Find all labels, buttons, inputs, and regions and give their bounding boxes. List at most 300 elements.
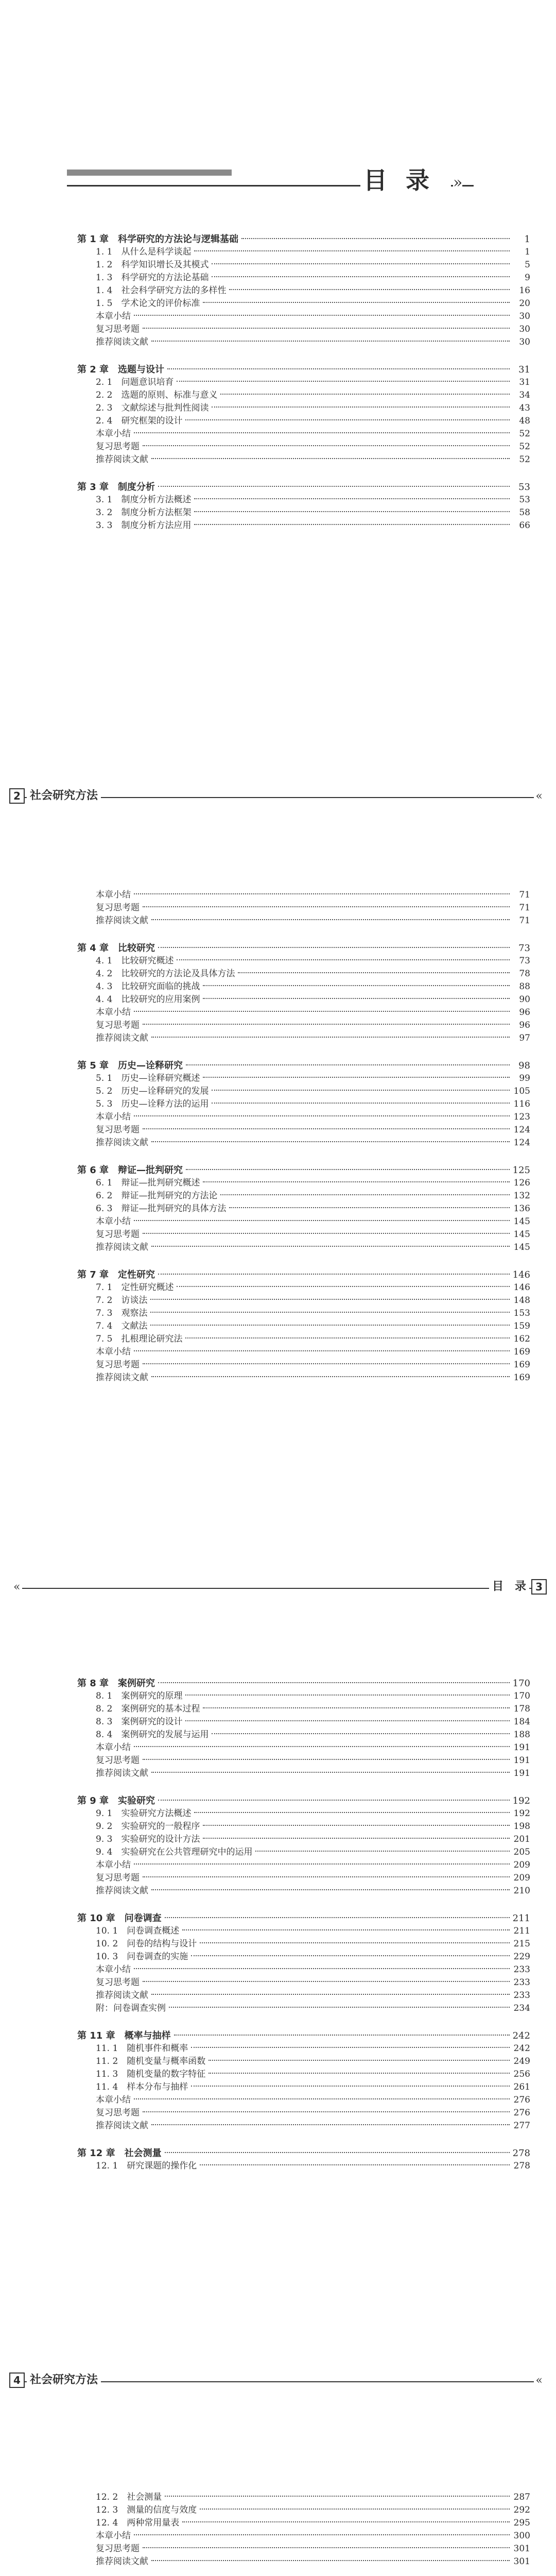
toc-entry-page-number: 205	[513, 1847, 530, 1857]
toc-entry-sub[interactable]	[77, 1294, 530, 1307]
running-header	[0, 2370, 556, 2391]
toc-entry-sub[interactable]	[77, 402, 530, 415]
dot-leader	[203, 1181, 510, 1182]
toc-entry-sub[interactable]	[77, 297, 530, 310]
toc-entry-sub[interactable]	[77, 1846, 530, 1859]
toc-entry-label: 复习思考题	[96, 1755, 140, 1766]
dot-leader	[134, 1011, 510, 1012]
toc-entry-page-number: 99	[519, 1073, 530, 1083]
dot-leader	[177, 959, 510, 960]
toc-entry-sub[interactable]	[77, 968, 530, 980]
toc-entry-page-number: 52	[519, 442, 530, 452]
toc-entry-label: 8. 3 案例研究的设计	[96, 1717, 183, 1727]
dot-leader	[203, 1838, 510, 1839]
dot-leader	[194, 498, 510, 499]
toc-entry-label: 8. 4 案例研究的发展与运用	[96, 1730, 209, 1740]
toc-entry-page-number: 256	[513, 2069, 530, 2079]
dot-leader	[255, 1851, 510, 1852]
toc-entry-page-number: 71	[519, 903, 530, 913]
toc-entry-sub[interactable]	[77, 1320, 530, 1333]
toc-entry-page-number: 145	[513, 1216, 530, 1227]
dot-leader	[158, 947, 510, 948]
toc-entry-page-number: 229	[513, 1952, 530, 1962]
toc-entry-misc[interactable]	[77, 1137, 530, 1149]
toc-entry-label: 附：问卷调查实例	[96, 2003, 166, 2013]
toc-entry-chapter[interactable]	[77, 1912, 530, 1925]
toc-entry-label: 11. 4 样本分布与抽样	[96, 2082, 188, 2092]
toc-entry-misc[interactable]	[77, 914, 530, 927]
toc-entry-chapter[interactable]	[77, 363, 530, 376]
toc-entry-page-number: 145	[513, 1242, 530, 1252]
toc-entry-misc[interactable]	[77, 1885, 530, 1897]
running-header	[0, 1577, 556, 1597]
toc-entry-sub[interactable]	[77, 376, 530, 389]
toc-entry-label: 7. 1 定性研究概述	[96, 1282, 174, 1293]
toc-entry-page-number: 126	[513, 1178, 530, 1188]
toc-entry-misc[interactable]	[77, 1006, 530, 1019]
toc-entry-misc[interactable]	[77, 1228, 530, 1241]
toc-entry-page-number: 124	[513, 1125, 530, 1135]
toc-entry-label: 第 7 章 定性研究	[77, 1269, 155, 1280]
toc-entry-label: 本章小结	[96, 1964, 131, 1975]
toc-entry-chapter[interactable]	[77, 481, 530, 494]
dot-leader	[158, 1682, 510, 1683]
toc-entry-chapter[interactable]	[77, 1794, 530, 1807]
toc-entry-misc[interactable]	[77, 1859, 530, 1872]
toc-entry-label: 6. 3 辩证—批判研究的具体方法	[96, 1204, 227, 1214]
toc-entry-page-number: 5	[525, 260, 530, 270]
toc-entry-page-number: 98	[518, 1060, 530, 1071]
toc-entry-page-number: 242	[512, 2030, 530, 2041]
toc-entry-misc[interactable]	[77, 2094, 530, 2107]
toc-entry-sub[interactable]	[77, 1938, 530, 1951]
dot-leader	[158, 1274, 510, 1275]
toc-entry-label: 2. 4 研究框架的设计	[96, 416, 183, 426]
toc-entry-page-number: 153	[513, 1308, 530, 1318]
dot-leader	[151, 1889, 510, 1890]
toc-entry-label: 本章小结	[96, 1007, 131, 1018]
toc-entry-sub[interactable]	[77, 259, 530, 272]
book-page-p1	[0, 0, 556, 750]
toc-entry-label: 复习思考题	[96, 1020, 140, 1030]
toc-entry-sub[interactable]	[77, 506, 530, 519]
dot-leader	[169, 2007, 510, 2008]
dot-leader	[200, 2164, 510, 2165]
dot-leader	[134, 2534, 510, 2535]
dot-leader	[143, 1981, 510, 1982]
toc-entry-label: 本章小结	[96, 429, 131, 439]
toc-entry-page-number: 159	[513, 1321, 530, 1331]
toc-list	[77, 233, 530, 532]
dot-leader	[150, 1325, 510, 1326]
toc-entry-label: 第 12 章 社会测量	[77, 2148, 162, 2159]
toc-entry-sub[interactable]	[77, 980, 530, 993]
toc-entry-page-number: 96	[519, 1007, 530, 1018]
dot-leader	[134, 432, 510, 433]
header-rule	[15, 1588, 541, 1589]
toc-entry-label: 第 9 章 实验研究	[77, 1795, 155, 1806]
dot-leader	[182, 1929, 510, 1930]
toc-entry-page-number: 34	[519, 390, 530, 400]
toc-entry-label: 推荐阅读文献	[96, 1990, 148, 2001]
dot-leader	[143, 1128, 510, 1129]
toc-entry-sub[interactable]	[77, 1098, 530, 1111]
toc-entry-chapter[interactable]	[77, 2147, 530, 2160]
toc-entry-label: 推荐阅读文献	[96, 1242, 148, 1252]
dot-leader	[134, 2098, 510, 2099]
toc-entry-label: 本章小结	[96, 890, 131, 900]
double-arrow-icon: «	[534, 789, 545, 804]
dot-leader	[194, 250, 510, 251]
toc-entry-page-number: 233	[513, 1990, 530, 2001]
toc-entry-sub[interactable]	[77, 1690, 530, 1703]
title-bar-decoration	[67, 170, 232, 176]
toc-list	[77, 889, 530, 1384]
toc-entry-sub[interactable]	[77, 519, 530, 532]
toc-entry-label: 本章小结	[96, 1216, 131, 1227]
toc-entry-sub[interactable]	[77, 494, 530, 506]
toc-entry-chapter[interactable]	[77, 942, 530, 955]
toc-entry-label: 10. 3 问卷调查的实施	[96, 1952, 188, 1962]
toc-entry-page-number: 201	[513, 1834, 530, 1844]
double-arrow-icon: «	[534, 2374, 545, 2388]
dot-leader	[191, 2047, 510, 2048]
toc-entry-page-number: 191	[513, 1755, 530, 1766]
toc-entry-page-number: 169	[513, 1360, 530, 1370]
toc-entry-sub[interactable]	[77, 2068, 530, 2081]
toc-entry-misc[interactable]	[77, 1872, 530, 1885]
toc-entry-misc[interactable]	[77, 1963, 530, 1976]
toc-entry-page-number: 295	[513, 2518, 530, 2528]
toc-entry-page-number: 146	[513, 1282, 530, 1293]
toc-entry-label: 8. 2 案例研究的基本过程	[96, 1704, 200, 1714]
toc-entry-misc[interactable]	[77, 2543, 530, 2555]
dot-leader	[182, 2521, 510, 2522]
toc-entry-page-number: 116	[513, 1099, 530, 1109]
toc-entry-page-number: 276	[513, 2095, 530, 2105]
toc-entry-page-number: 97	[519, 1033, 530, 1043]
toc-entry-page-number: 169	[513, 1372, 530, 1383]
toc-entry-page-number: 277	[513, 2121, 530, 2131]
toc-entry-sub[interactable]	[77, 1716, 530, 1728]
toc-entry-label: 1. 4 社会科学研究方法的多样性	[96, 285, 227, 296]
running-title: 社会研究方法	[27, 2373, 101, 2387]
toc-entry-sub[interactable]	[77, 1085, 530, 1098]
toc-entry-sub[interactable]	[77, 2055, 530, 2068]
toc-entry-sub[interactable]	[77, 1281, 530, 1294]
toc-entry-misc[interactable]	[77, 2530, 530, 2543]
toc-entry-sub[interactable]	[77, 993, 530, 1006]
running-header	[0, 786, 556, 806]
dot-leader	[177, 381, 510, 382]
dot-leader	[134, 893, 510, 894]
dot-leader	[212, 276, 510, 277]
book-page-p3	[0, 1577, 556, 2349]
dot-leader	[151, 1141, 510, 1142]
toc-entry-page-number: 300	[513, 2531, 530, 2541]
dot-leader	[143, 1759, 510, 1760]
toc-entry-misc[interactable]	[77, 1241, 530, 1254]
toc-entry-chapter[interactable]	[77, 233, 530, 246]
toc-entry-label: 复习思考题	[96, 903, 140, 913]
toc-entry-sub[interactable]	[77, 389, 530, 402]
toc-entry-sub[interactable]	[77, 1833, 530, 1846]
toc-entry-page-number: 20	[519, 298, 530, 309]
toc-entry-label: 推荐阅读文献	[96, 1138, 148, 1148]
toc-entry-page-number: 210	[513, 1886, 530, 1896]
toc-entry-page-number: 88	[519, 981, 530, 992]
dot-leader	[203, 1077, 510, 1078]
toc-entry-label: 7. 5 扎根理论研究法	[96, 1334, 183, 1344]
dot-leader	[143, 445, 510, 446]
toc-entry-label: 推荐阅读文献	[96, 1886, 148, 1896]
toc-entry-sub[interactable]	[77, 1177, 530, 1190]
toc-entry-misc[interactable]	[77, 1124, 530, 1137]
toc-entry-sub[interactable]	[77, 1820, 530, 1833]
toc-entry-label: 推荐阅读文献	[96, 1372, 148, 1383]
toc-entry-sub[interactable]	[77, 1925, 530, 1938]
toc-entry-misc[interactable]	[77, 428, 530, 440]
toc-entry-page-number: 162	[513, 1334, 530, 1344]
dot-leader	[174, 2035, 510, 2036]
toc-list	[77, 2491, 530, 2576]
dot-leader	[143, 328, 510, 329]
toc-entry-chapter[interactable]	[77, 1268, 530, 1281]
dot-leader	[212, 1733, 510, 1734]
dot-leader	[151, 1376, 510, 1377]
book-page-p4	[0, 2370, 556, 2576]
toc-entry-label: 7. 3 观察法	[96, 1308, 148, 1318]
toc-entry-label: 4. 2 比较研究的方法论及具体方法	[96, 969, 235, 979]
toc-entry-sub[interactable]	[77, 246, 530, 259]
toc-entry-sub[interactable]	[77, 2517, 530, 2530]
dot-leader	[212, 406, 510, 408]
page-number-box: 2	[9, 788, 25, 804]
toc-entry-label: 复习思考题	[96, 1873, 140, 1883]
toc-entry-sub[interactable]	[77, 1728, 530, 1741]
toc-entry-label: 9. 3 实验研究的设计方法	[96, 1834, 200, 1844]
toc-entry-misc[interactable]	[77, 1359, 530, 1371]
dot-leader	[151, 1772, 510, 1773]
toc-entry-page-number: 209	[513, 1873, 530, 1883]
toc-entry-sub[interactable]	[77, 415, 530, 428]
toc-entry-page-number: 192	[513, 1808, 530, 1819]
dot-leader	[165, 1917, 510, 1918]
toc-entry-page-number: 9	[525, 273, 530, 283]
toc-entry-misc[interactable]	[77, 902, 530, 914]
toc-entry-misc[interactable]	[77, 1767, 530, 1780]
dot-leader	[212, 1090, 510, 1091]
page-number-box: 4	[9, 2372, 25, 2388]
toc-entry-label: 复习思考题	[96, 1360, 140, 1370]
toc-entry-misc[interactable]	[77, 1346, 530, 1359]
dot-leader	[212, 1103, 510, 1104]
toc-entry-misc[interactable]	[77, 1032, 530, 1045]
toc-entry-label: 推荐阅读文献	[96, 916, 148, 926]
toc-entry-page-number: 136	[513, 1204, 530, 1214]
toc-entry-chapter[interactable]	[77, 1164, 530, 1177]
toc-entry-label: 复习思考题	[96, 2108, 140, 2118]
toc-entry-misc[interactable]	[77, 1754, 530, 1767]
dot-leader	[134, 315, 510, 316]
toc-entry-label: 复习思考题	[96, 1977, 140, 1988]
toc-entry-page-number: 96	[519, 1020, 530, 1030]
toc-entry-label: 11. 2 随机变量与概率函数	[96, 2056, 206, 2066]
dot-leader	[185, 1337, 510, 1338]
dot-leader	[151, 1246, 510, 1247]
toc-entry-misc[interactable]	[77, 1976, 530, 1989]
toc-entry-label: 复习思考题	[96, 442, 140, 452]
dot-leader	[200, 1942, 510, 1943]
toc-entry-page-number: 233	[513, 1964, 530, 1975]
toc-entry-sub[interactable]	[77, 1190, 530, 1202]
toc-entry-page-number: 188	[513, 1730, 530, 1740]
toc-entry-sub[interactable]	[77, 2504, 530, 2517]
toc-entry-page-number: 145	[513, 1229, 530, 1240]
toc-entry-label: 9. 2 实验研究的一般程序	[96, 1821, 200, 1832]
toc-entry-label: 8. 1 案例研究的原理	[96, 1691, 183, 1701]
running-title: 目 录	[489, 1580, 529, 1594]
dot-leader	[151, 341, 510, 342]
dot-leader	[194, 1812, 510, 1813]
toc-entry-label: 1. 1 从什么是科学谈起	[96, 247, 192, 257]
toc-entry-page-number: 211	[513, 1926, 530, 1936]
toc-entry-label: 第 1 章 科学研究的方法论与逻辑基础	[77, 234, 239, 245]
toc-entry-label: 推荐阅读文献	[96, 1768, 148, 1778]
dot-leader	[200, 2509, 510, 2510]
dot-leader	[143, 1024, 510, 1025]
toc-entry-page-number: 146	[512, 1269, 530, 1280]
toc-entry-misc[interactable]	[77, 1111, 530, 1124]
toc-entry-label: 2. 1 问题意识培育	[96, 377, 174, 387]
toc-entry-page-number: 278	[513, 2161, 530, 2171]
toc-entry-page-number: 249	[513, 2056, 530, 2066]
toc-entry-page-number: 30	[519, 337, 530, 347]
dot-leader	[134, 1350, 510, 1351]
dot-leader	[143, 1363, 510, 1364]
toc-entry-label: 本章小结	[96, 1347, 131, 1357]
toc-entry-page-number: 73	[519, 956, 530, 966]
toc-entry-misc[interactable]	[77, 2120, 530, 2132]
toc-entry-misc[interactable]	[77, 323, 530, 336]
dot-leader	[151, 1037, 510, 1038]
toc-entry-label: 7. 2 访谈法	[96, 1295, 148, 1306]
dot-leader	[186, 1064, 510, 1065]
toc-entry-misc[interactable]	[77, 440, 530, 453]
toc-entry-sub[interactable]	[77, 1951, 530, 1963]
dot-leader	[151, 2124, 510, 2125]
toc-entry-label: 本章小结	[96, 2095, 131, 2105]
toc-entry-page-number: 191	[513, 1742, 530, 1753]
running-title: 社会研究方法	[27, 789, 101, 803]
toc-entry-page-number: 53	[519, 495, 530, 505]
toc-entry-page-number: 66	[519, 520, 530, 531]
toc-entry-misc[interactable]	[77, 2002, 530, 2015]
toc-entry-label: 第 10 章 问卷调查	[77, 1913, 162, 1924]
toc-entry-page-number: 287	[513, 2492, 530, 2502]
toc-entry-page-number: 43	[519, 403, 530, 413]
toc-entry-page-number: 30	[519, 324, 530, 334]
toc-entry-chapter[interactable]	[77, 2029, 530, 2042]
toc-entry-misc[interactable]	[77, 453, 530, 466]
toc-entry-label: 6. 2 辩证—批判研究的方法论	[96, 1191, 218, 1201]
toc-entry-label: 推荐阅读文献	[96, 337, 148, 347]
toc-entry-sub[interactable]	[77, 955, 530, 968]
toc-entry-label: 推荐阅读文献	[96, 2556, 148, 2567]
toc-entry-chapter[interactable]	[77, 1059, 530, 1072]
toc-entry-page-number: 211	[512, 1913, 530, 1924]
dot-leader	[158, 486, 510, 487]
toc-entry-misc[interactable]	[77, 2555, 530, 2568]
toc-entry-page-number: 148	[513, 1295, 530, 1306]
toc-entry-sub[interactable]	[77, 1807, 530, 1820]
toc-entry-sub[interactable]	[77, 1202, 530, 1215]
toc-list	[77, 1677, 530, 2173]
toc-entry-misc[interactable]	[77, 1019, 530, 1032]
toc-entry-label: 5. 1 历史—诠释研究概述	[96, 1073, 200, 1083]
toc-entry-sub[interactable]	[77, 2160, 530, 2173]
toc-entry-sub[interactable]	[77, 1072, 530, 1085]
dot-leader	[238, 972, 510, 973]
page-number-box: 3	[531, 1579, 547, 1595]
toc-entry-page-number: 31	[519, 377, 530, 387]
toc-entry-label: 第 6 章 辩证—批判研究	[77, 1165, 183, 1176]
toc-entry-misc[interactable]	[77, 310, 530, 323]
toc-entry-misc[interactable]	[77, 1371, 530, 1384]
toc-entry-sub[interactable]	[77, 284, 530, 297]
toc-entry-page-number: 52	[519, 454, 530, 465]
toc-entry-page-number: 105	[513, 1086, 530, 1096]
toc-entry-page-number: 170	[513, 1691, 530, 1701]
toc-entry-chapter[interactable]	[77, 1677, 530, 1690]
toc-entry-misc[interactable]	[77, 336, 530, 349]
toc-entry-misc[interactable]	[77, 1741, 530, 1754]
toc-entry-page-number: 78	[519, 969, 530, 979]
toc-entry-sub[interactable]	[77, 272, 530, 284]
toc-entry-page-number: 123	[513, 1112, 530, 1122]
toc-entry-label: 复习思考题	[96, 2544, 140, 2554]
toc-entry-misc[interactable]	[77, 2107, 530, 2120]
toc-entry-label: 12. 4 两种常用量表	[96, 2518, 180, 2528]
toc-entry-label: 第 11 章 概率与抽样	[77, 2030, 171, 2041]
toc-entry-page-number: 124	[513, 1138, 530, 1148]
dot-leader	[203, 1707, 510, 1708]
toc-entry-misc[interactable]	[77, 1215, 530, 1228]
dot-leader	[212, 263, 510, 264]
toc-entry-misc[interactable]	[77, 889, 530, 902]
toc-entry-sub[interactable]	[77, 1307, 530, 1320]
toc-entry-sub[interactable]	[77, 2042, 530, 2055]
toc-entry-sub[interactable]	[77, 1703, 530, 1716]
toc-entry-label: 本章小结	[96, 2531, 131, 2541]
toc-entry-label: 本章小结	[96, 1860, 131, 1870]
toc-entry-page-number: 170	[512, 1678, 530, 1689]
toc-entry-sub[interactable]	[77, 2081, 530, 2094]
dot-leader	[151, 919, 510, 920]
toc-entry-sub[interactable]	[77, 1333, 530, 1346]
toc-entry-misc[interactable]	[77, 1989, 530, 2002]
dot-leader	[150, 1312, 510, 1313]
toc-entry-page-number: 1	[525, 247, 530, 257]
toc-entry-page-number: 132	[513, 1191, 530, 1201]
dot-leader	[151, 458, 510, 459]
toc-entry-sub[interactable]	[77, 2491, 530, 2504]
toc-entry-label: 6. 1 辩证—批判研究概述	[96, 1178, 200, 1188]
dot-leader	[143, 1876, 510, 1877]
toc-entry-label: 10. 1 问卷调查概述	[96, 1926, 180, 1936]
toc-entry-page-number: 215	[513, 1939, 530, 1949]
toc-entry-page-number: 71	[519, 916, 530, 926]
